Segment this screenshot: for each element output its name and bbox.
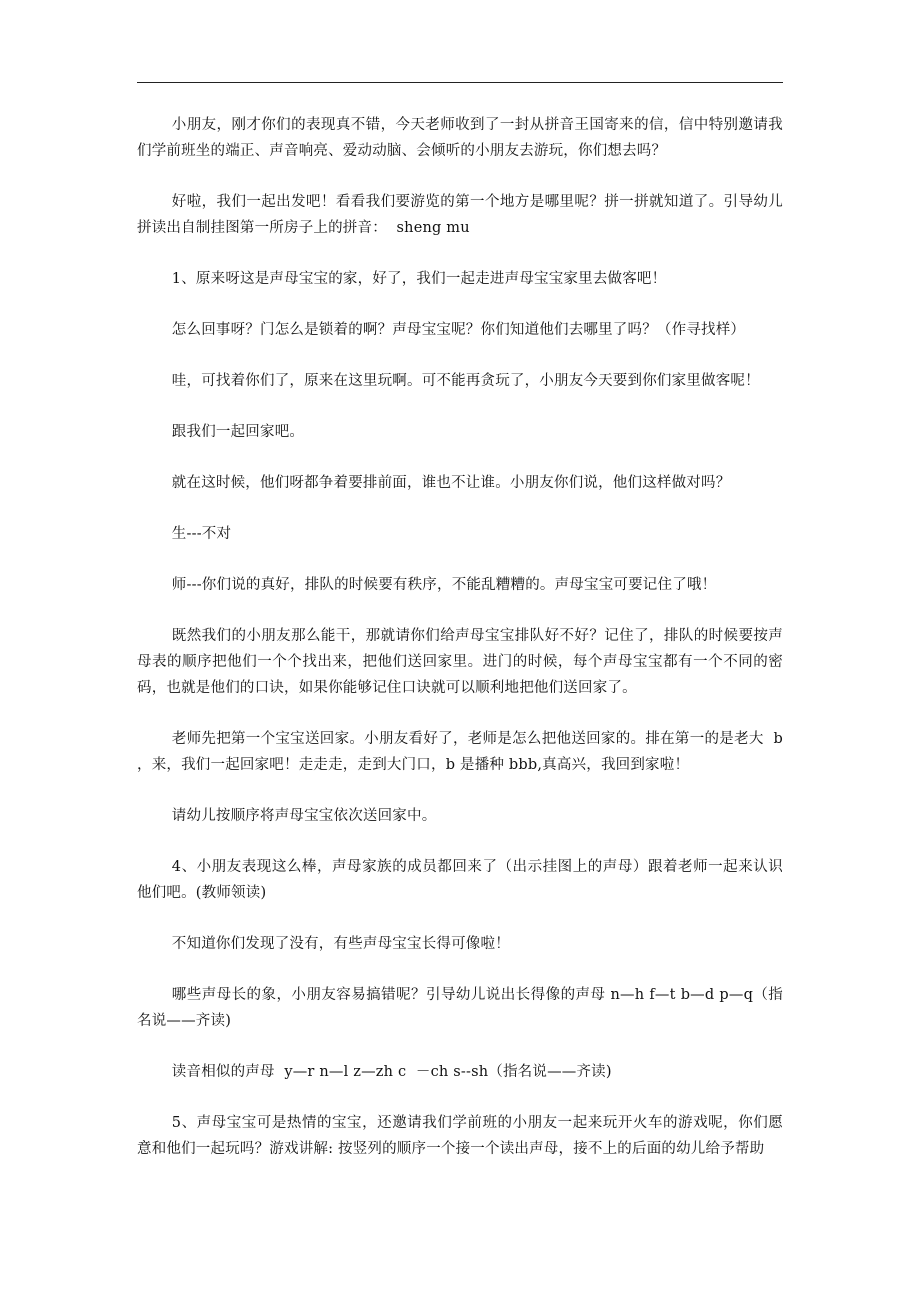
paragraph-12: 请幼儿按顺序将声母宝宝依次送回家中。 [171, 808, 437, 824]
document-body [137, 112, 793, 1187]
paragraph-8: 生---不对 [171, 526, 232, 542]
paragraph-1: 小朋友，刚才你们的表现真不错，今天老师收到了一封从拼音王国寄来的信，信中特别邀请我们学前班坐的端正、声音响亮、爱动动脑、会倾听的小朋友去游玩，你们想去吗？ [137, 117, 783, 159]
paragraph-5: 哇，可找着你们了，原来在这里玩啊。可不能再贪玩了，小朋友今天要到你们家里做客呢！ [171, 373, 760, 389]
paragraph-4: 怎么回事呀？门怎么是锁着的啊？声母宝宝呢？你们知道他们去哪里了吗？（作寻找样） [171, 322, 746, 338]
paragraph-2: 好啦，我们一起出发吧！看看我们要游览的第一个地方是哪里呢？拼一拼就知道了。引导幼儿拼读出自制挂图第一所房子上的拼音： sheng mu [137, 194, 783, 236]
paragraph-16: 读音相似的声母 y—r n—l z—zh c －ch s--sh（指名说——齐读) [171, 1064, 612, 1080]
paragraph-17: 5、声母宝宝可是热情的宝宝，还邀请我们学前班的小朋友一起来玩开火车的游戏呢，你们愿意和他们一起玩吗？游戏讲解: 按竖列的顺序一个接一个读出声母，接不上的后面的幼儿给予帮助 [137, 1115, 783, 1157]
paragraph-15: 哪些声母长的象，小朋友容易搞错呢？引导幼儿说出长得像的声母 n—h f—t b—d p—q（指名说——齐读) [137, 987, 783, 1029]
header-rule [137, 82, 783, 83]
paragraph-10: 既然我们的小朋友那么能干，那就请你们给声母宝宝排队好不好？记住了，排队的时候要按声母表的顺序把他们一个个找出来，把他们送回家里。进门的时候，每个声母宝宝都有一个不同的密码，也就是他们的口诀，如果你能够记住口诀就可以顺利地把他们送回家了。 [137, 628, 783, 696]
paragraph-7: 就在这时候，他们呀都争着要排前面，谁也不让谁。小朋友你们说，他们这样做对吗？ [171, 475, 731, 491]
paragraph-14: 不知道你们发现了没有，有些声母宝宝长得可像啦！ [171, 936, 510, 952]
paragraph-11: 老师先把第一个宝宝送回家。小朋友看好了，老师是怎么把他送回家的。排在第一的是老大 b ，来，我们一起回家吧！走走走，走到大门口，b 是播种 bbb,真高兴，我回到家啦！ [137, 731, 793, 773]
paragraph-3: 1、原来呀这是声母宝宝的家，好了，我们一起走进声母宝宝家里去做客吧！ [171, 271, 667, 287]
paragraph-9: 师---你们说的真好，排队的时候要有秩序，不能乱糟糟的。声母宝宝可要记住了哦！ [171, 577, 717, 593]
paragraph-6: 跟我们一起回家吧。 [171, 424, 305, 440]
paragraph-13: 4、小朋友表现这么棒，声母家族的成员都回来了（出示挂图上的声母）跟着老师一起来认识他们吧。(教师领读) [137, 859, 783, 901]
